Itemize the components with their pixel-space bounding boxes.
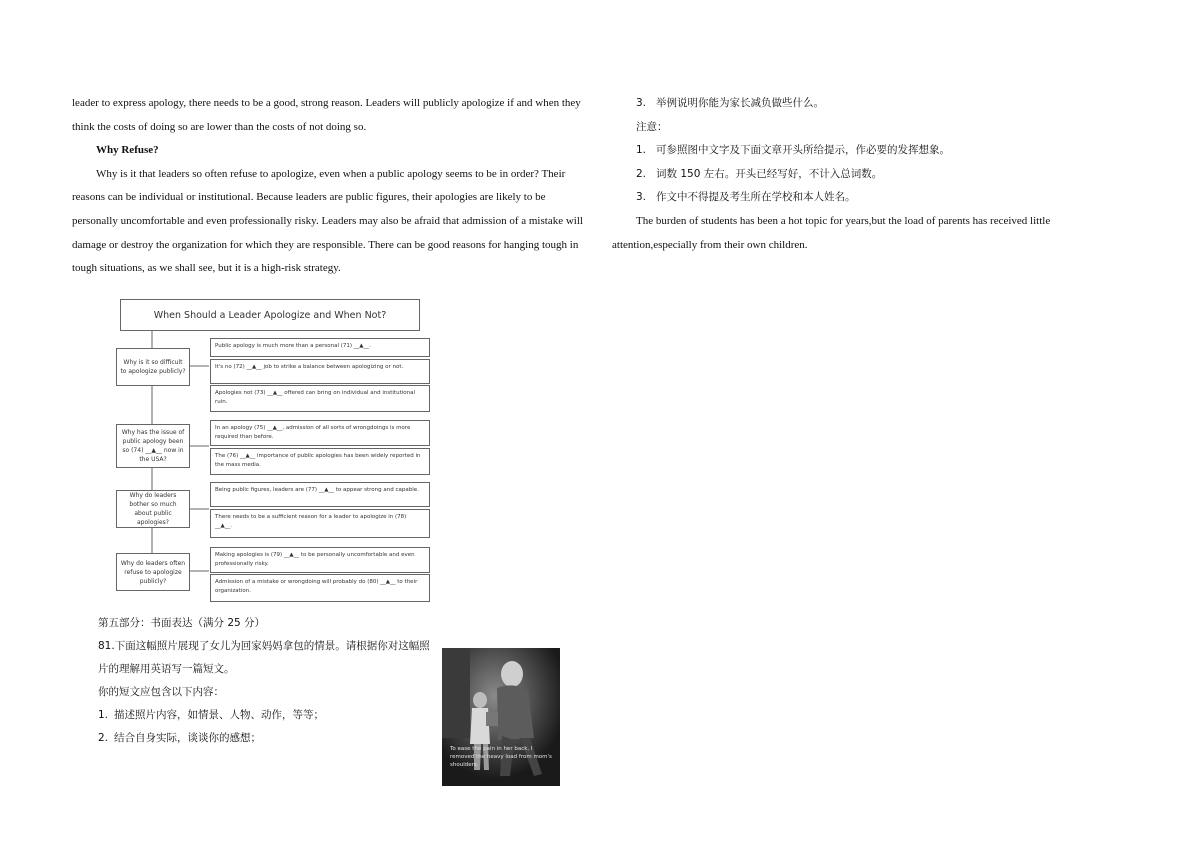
diagram-answer-72: It's no (72) __▲__ job to strike a balance between apologizing or not. xyxy=(210,359,430,384)
note-1: 1. 可参照图中文字及下面文章开头所给提示，作必要的发挥想象。 xyxy=(636,144,950,157)
content-label: 你的短文应包含以下内容： xyxy=(98,686,224,698)
note-2: 2. 词数 150 左右。开头已经写好，不计入总词数。 xyxy=(636,167,883,180)
content-item-3: 3. 举例说明你能为家长减负做些什么。 xyxy=(636,97,824,109)
diagram-title: When Should a Leader Apologize and When Not? xyxy=(120,299,420,331)
diagram-question-3: Why do leaders bother so much about public apologies? xyxy=(116,490,190,528)
heading-why-refuse: Why Refuse? xyxy=(96,144,159,157)
content-item-1: 1. 描述照片内容，如情景、人物、动作，等等； xyxy=(98,709,324,721)
note-label: 注意： xyxy=(636,120,668,133)
left-column xyxy=(72,92,587,281)
diagram-answer-71: Public apology is much more than a personal (71) __▲__. xyxy=(210,338,430,357)
paragraph-1: leader to express apology, there needs to be a good, strong reason. Leaders will publicly apologize if and when they think the costs of doing so are lower than the costs of not doing so. xyxy=(72,97,581,133)
mother-daughter-photo xyxy=(442,648,560,786)
section-five-title: 第五部分：书面表达（满分 25 分） xyxy=(98,617,266,629)
diagram-answer-78: There needs to be a sufficient reason for a leader to apologize in (78) __▲__. xyxy=(210,509,430,538)
diagram-question-2: Why has the issue of public apology been so (74) __▲__ now in the USA? xyxy=(116,424,190,468)
diagram-answer-80: Admission of a mistake or wrongdoing will probably do (80) __▲__ to their organization. xyxy=(210,574,430,602)
diagram-answer-73: Apologies not (73) __▲__ offered can bring on individual and institutional ruin. xyxy=(210,385,430,412)
diagram-answer-79: Making apologies is (79) __▲__ to be personally uncomfortable and even professionally risky. xyxy=(210,547,430,573)
paragraph-2: Why is it that leaders so often refuse to apologize, even when a public apology seems to be in order? Their reasons can be individual or institutional. Because leaders are public figures, their apologies are likely to be personally uncomfortable and even professionally risky. Leaders may also be afraid that admission of a mistake will damage or destroy the organization for which they are responsible. There can be good reasons for hanging tough in tough situations, as we shall see, but it is a high-risk strategy. xyxy=(72,167,583,275)
writing-prompt-intro: 81.下面这幅照片展现了女儿为回家妈妈拿包的情景。请根据你对这幅照片的理解用英语写一篇短文。 xyxy=(98,640,430,675)
diagram-answer-77: Being public figures, leaders are (77) __▲__ to appear strong and capable. xyxy=(210,482,430,507)
diagram-answer-76: The (76) __▲__ importance of public apologies has been widely reported in the mass media. xyxy=(210,448,430,475)
essay-opening: The burden of students has been a hot topic for years,but the load of parents has received little attention,especially from their own children. xyxy=(612,214,1051,251)
diagram-question-1: Why is it so difficult to apologize publicly? xyxy=(116,348,190,386)
diagram-question-4: Why do leaders often refuse to apologize publicly? xyxy=(116,553,190,591)
section-five xyxy=(98,612,438,750)
diagram-answer-75: In an apology (75) __▲__, admission of all sorts of wrongdoings is more required than before. xyxy=(210,420,430,446)
content-item-2: 2. 结合自身实际，谈谈你的感想； xyxy=(98,732,261,744)
apology-diagram xyxy=(112,298,432,604)
note-3: 3. 作文中不得提及考生所在学校和本人姓名。 xyxy=(636,191,856,204)
photo-caption: To ease the pain in her back, I removed the heavy load from mom's shoulders. xyxy=(450,746,552,768)
right-column xyxy=(612,92,1102,257)
